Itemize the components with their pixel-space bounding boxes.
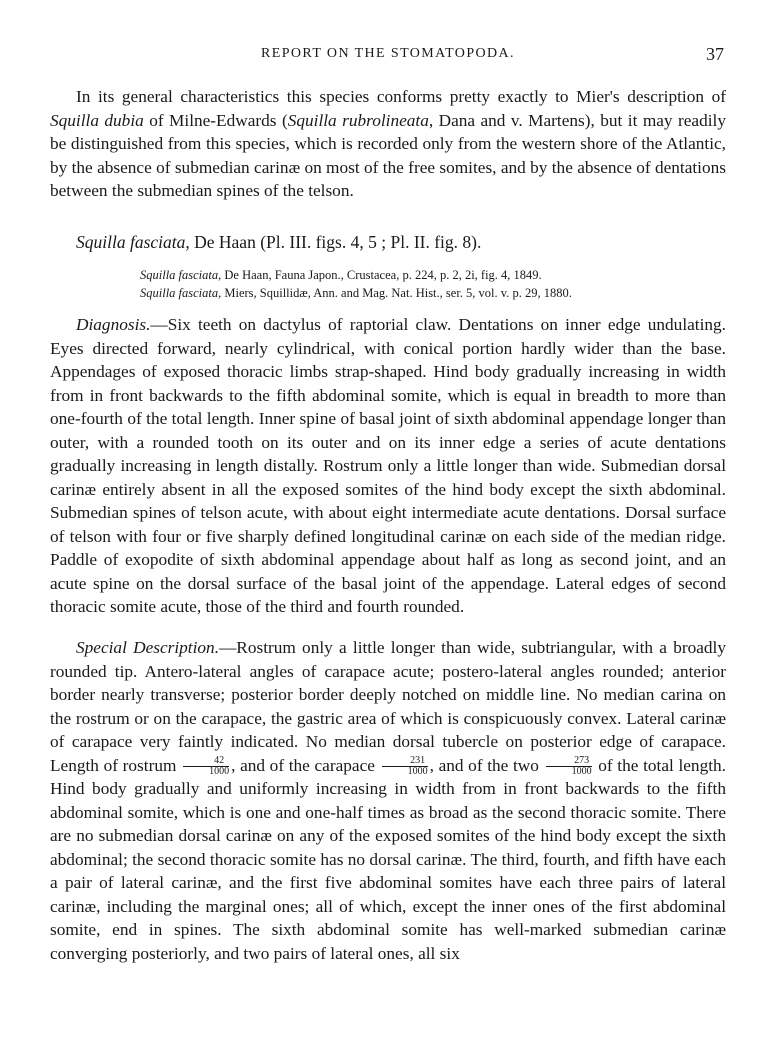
diagnosis-paragraph: Diagnosis.—Six teeth on dactylus of raptorial claw. Dentations on inner edge undulating. Eyes directed forward, nearly cylindrical, with conical portion hardly wider than the base. Appendages of exposed thoracic limbs strap-shaped. Hind body gradually increasing in width from in front backwards to the fifth abdominal somite, which is equal in breadth to more than one-fourth of the total length. Inner spine of basal joint of sixth abdominal appendage longer than outer, with a rounded tooth on its outer and on its inner edge a series of acute dentations gradually increasing in length distally. Rostrum only a little longer than wide. Submedian dorsal carinæ entirely absent in all the exposed somites of the hind body except the sixth abdominal. Submedian spines of telson acute, with about eight intermediate acute dentations. Dorsal surface of telson with four or five sharply defined longitudinal carinæ on each side of the median ridge. Paddle of exopodite of sixth abdominal appendage about half as long as second joint, and an acute spine on the dorsal surface of the basal joint of the appendage. Lateral edges of second thoracic somite acute, those of the third and fourth rounded. (50, 315, 726, 616)
fraction: $\frac{273}{1000}$ (546, 756, 592, 777)
running-title: REPORT ON THE STOMATOPODA. (261, 46, 515, 61)
intro-paragraph: In its general characteristics this species conforms pretty exactly to Mier's description of Squilla dubia of Milne-Edwards (Squilla rubrolineata, Dana and v. Martens), but it may readily be distinguished from this species, which is recorded only from the western shore of the Atlantic, by the absence of submedian carinæ on most of the free somites, and by the absence of dentations between the submedian spines of the telson. (50, 87, 726, 200)
synonym-entry: Squilla fasciata, De Haan, Fauna Japon., Crustacea, p. 224, p. 2, 2i, fig. 4, 1849. (140, 268, 542, 282)
synonym-entry: Squilla fasciata, Miers, Squillidæ, Ann. and Mag. Nat. Hist., ser. 5, vol. v. p. 29, 1880. (140, 286, 572, 300)
synonymy-list (140, 266, 572, 302)
fraction: $\frac{42}{1000}$ (183, 756, 229, 777)
running-header (0, 44, 776, 66)
page-number: 37 (706, 44, 724, 64)
fraction: $\frac{231}{1000}$ (382, 756, 428, 777)
species-heading: Squilla fasciata, De Haan (Pl. III. figs. 4, 5 ; Pl. II. fig. 8). (76, 232, 482, 252)
special-description-paragraph: Special Description.—Rostrum only a little longer than wide, subtriangular, with a broadly rounded tip. Antero-lateral angles of carapace acute; postero-lateral angles rounded; anterior border nearly transverse; posterior border deeply notched on middle line. No median carina on the rostrum or on the carapace, the gastric area of which is conspicuously convex. Lateral carinæ of carapace very faintly indicated. No median dorsal tubercle on posterior edge of carapace. Length of rostrum $\frac{42}{1000}$ , and of the carapace $\frac{231}{1000}$ , and of the two $\frac{273}{1000}$ of the total length. Hind body gradually and uniformly increasing in width from in front backwards to the fifth abdominal somite, which is one and one-half times as broad as the second thoracic somite. There are no submedian dorsal carinæ on any of the exposed somites of the hind body except the sixth abdominal; the second thoracic somite has no dorsal carinæ. The third, fourth, and fifth have each a pair of lateral carinæ, and the first five abdominal somites have each three pairs of lateral carinæ, including the marginal ones; all of which, except the inner ones of the first abdominal somite, end in spines. The sixth abdominal somite has well-marked submedian carinæ converging posteriorly, and two pairs of lateral ones, all six (50, 638, 726, 963)
